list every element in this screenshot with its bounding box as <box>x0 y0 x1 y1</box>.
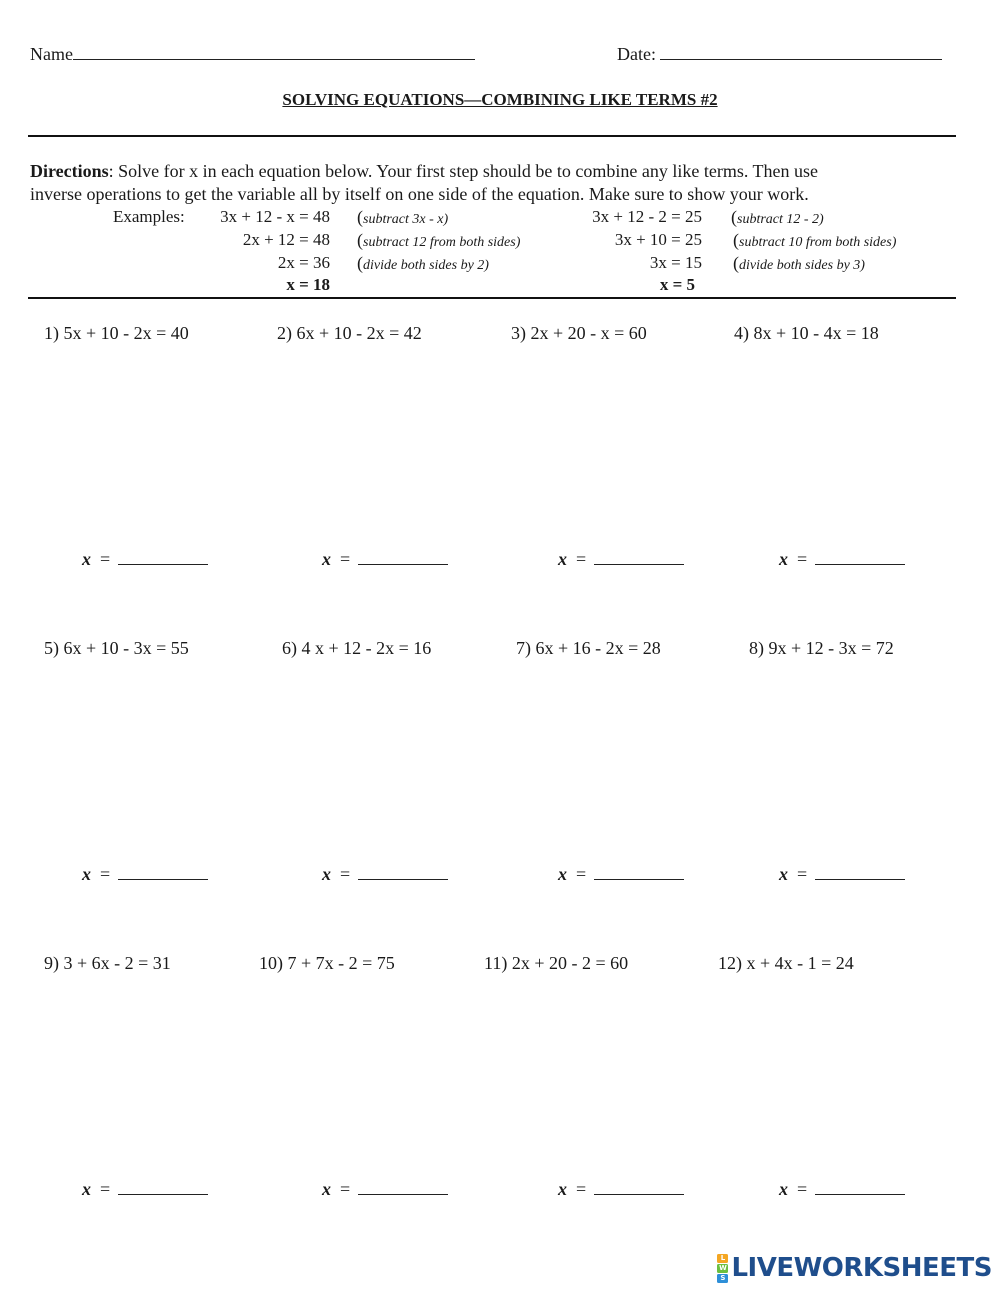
example-left-note: (subtract 12 from both sides) <box>357 230 521 250</box>
answer-field-6[interactable]: x = <box>322 864 448 885</box>
answer-blank[interactable] <box>815 1179 905 1195</box>
problem-12: 12) x + 4x - 1 = 24 <box>718 953 854 973</box>
date-label: Date: <box>617 44 656 64</box>
example-right-eq: 3x + 12 - 2 = 25 <box>592 207 702 226</box>
answer-blank[interactable] <box>594 1179 684 1195</box>
example-right-note: (subtract 12 - 2) <box>731 207 824 227</box>
date-blank[interactable] <box>660 44 942 60</box>
logo-mark-block-2: W <box>719 1263 727 1272</box>
example-left-eq: 2x = 36 <box>277 253 330 272</box>
example-left-note: (subtract 3x - x) <box>357 207 449 227</box>
answer-blank[interactable] <box>358 1179 448 1195</box>
name-label: Name <box>30 44 73 64</box>
logo-mark-block-1: L <box>717 1254 728 1263</box>
answer-field-7[interactable]: x = <box>558 864 684 885</box>
example-right-eq: 3x = 15 <box>649 253 702 272</box>
answer-field-11[interactable]: x = <box>558 1179 684 1200</box>
example-right-answer: x = 5 <box>659 275 695 294</box>
answer-field-3[interactable]: x = <box>558 549 684 570</box>
divider-top <box>28 135 956 137</box>
name-blank[interactable] <box>73 44 475 60</box>
liveworksheets-logo[interactable] <box>717 1253 992 1283</box>
examples-label: Examples: <box>113 207 185 226</box>
example-left-eq: 2x + 12 = 48 <box>242 230 330 249</box>
liveworksheets-logo-icon <box>717 1254 728 1283</box>
problem-3: 3) 2x + 20 - x = 60 <box>511 323 647 343</box>
answer-blank[interactable] <box>594 864 684 880</box>
answer-blank[interactable] <box>358 549 448 565</box>
answer-blank[interactable] <box>594 549 684 565</box>
example-right-note: (subtract 10 from both sides) <box>733 230 897 250</box>
example-left-answer: x = 18 <box>286 275 330 294</box>
example-right-eq: 3x + 10 = 25 <box>614 230 702 249</box>
problem-8: 8) 9x + 12 - 3x = 72 <box>749 638 894 658</box>
directions-line-2: inverse operations to get the variable all by itself on one side of the equation. Make sure to show your work. <box>30 184 809 204</box>
page-title: SOLVING EQUATIONS—COMBINING LIKE TERMS #2 <box>282 90 718 109</box>
answer-field-5[interactable]: x = <box>82 864 208 885</box>
problem-2: 2) 6x + 10 - 2x = 42 <box>277 323 422 343</box>
problem-9: 9) 3 + 6x - 2 = 31 <box>44 953 171 973</box>
problem-4: 4) 8x + 10 - 4x = 18 <box>734 323 879 343</box>
answer-field-1[interactable]: x = <box>82 549 208 570</box>
answer-field-8[interactable]: x = <box>779 864 905 885</box>
answer-field-10[interactable]: x = <box>322 1179 448 1200</box>
problem-5: 5) 6x + 10 - 3x = 55 <box>44 638 189 658</box>
answer-field-9[interactable]: x = <box>82 1179 208 1200</box>
date-field[interactable] <box>617 44 942 65</box>
problem-11: 11) 2x + 20 - 2 = 60 <box>484 953 629 973</box>
logo-mark-block-3: S <box>717 1274 728 1283</box>
divider-bottom <box>28 297 956 299</box>
answer-field-12[interactable]: x = <box>779 1179 905 1200</box>
problem-1: 1) 5x + 10 - 2x = 40 <box>44 323 189 343</box>
answer-field-2[interactable]: x = <box>322 549 448 570</box>
answer-blank[interactable] <box>118 1179 208 1195</box>
problem-7: 7) 6x + 16 - 2x = 28 <box>516 638 661 658</box>
directions-text-1: : Solve for x in each equation below. Your first step should be to combine any like terms. Then use <box>108 161 819 181</box>
logo-text: LIVEWORKSHEETS <box>731 1253 992 1283</box>
answer-field-4[interactable]: x = <box>779 549 905 570</box>
problem-10: 10) 7 + 7x - 2 = 75 <box>259 953 395 973</box>
example-left-eq: 3x + 12 - x = 48 <box>220 207 330 226</box>
directions-text <box>30 160 930 206</box>
name-field[interactable] <box>30 44 475 65</box>
answer-blank[interactable] <box>118 864 208 880</box>
answer-blank[interactable] <box>815 864 905 880</box>
example-left-note: (divide both sides by 2) <box>357 253 489 273</box>
answer-blank[interactable] <box>358 864 448 880</box>
answer-blank[interactable] <box>118 549 208 565</box>
directions-label: Directions <box>30 161 109 181</box>
answer-blank[interactable] <box>815 549 905 565</box>
problem-6: 6) 4 x + 12 - 2x = 16 <box>282 638 432 658</box>
example-right-note: (divide both sides by 3) <box>733 253 865 273</box>
directions-line-1 <box>30 160 930 183</box>
